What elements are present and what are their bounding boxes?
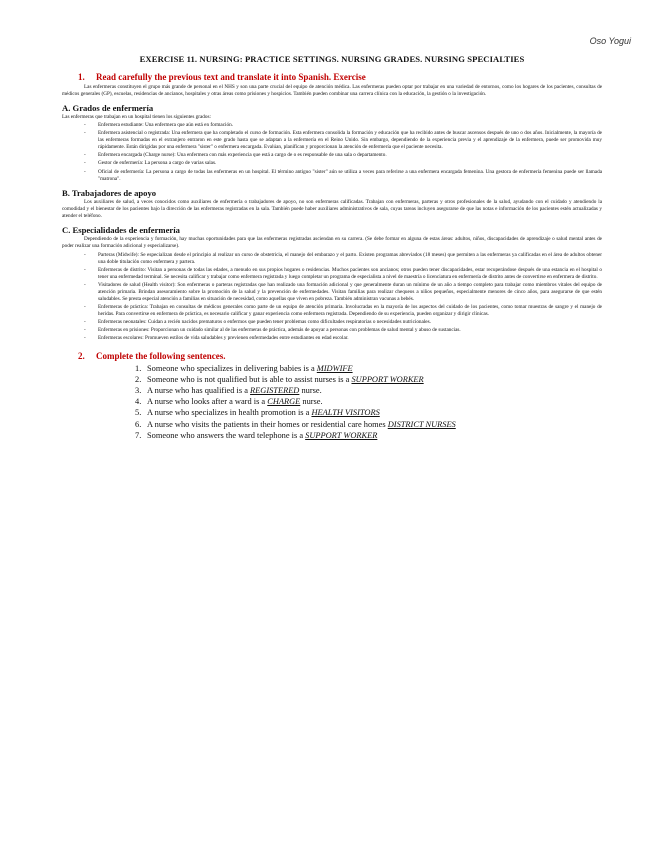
sentence-answer: SUPPORT WORKER — [351, 374, 424, 384]
section-b-paragraph: Los auxiliares de salud, a veces conocidos como auxiliares de enfermería o trabajadores de apoyo, no son enfermeras calificadas. Trabajan con enfermeras, parteras y otros profesionales de la salud, ayudando con el cuidado y atendiendo la comodidad y el bienestar de los pacientes bajo la dirección de las enfermeras registradas en la sala. También puede haber auxiliares administrativos de sala, cuyas tareas incluyen asegurarse de que las notas e información de los pacientes estén actualizadas y atender el teléfono. — [62, 198, 602, 219]
sentence-item — [135, 363, 602, 374]
sentence-answer: REGISTERED — [250, 385, 300, 395]
sentence-number: 3. — [135, 385, 142, 395]
task1-heading-text: Read carefully the previous text and translate it into Spanish. Exercise — [96, 72, 366, 82]
sentence-tail: nurse. — [300, 397, 323, 407]
sentence-item — [135, 396, 602, 407]
list-item: - Enfermeras neonatales: Cuidan a recién nacidos prematuros o enfermos que pueden tener problemas como dificultades respiratorias o necesidades nutricionales. — [84, 319, 602, 326]
section-a-heading: A. Grados de enfermería — [62, 103, 154, 114]
task2-number: 2. — [78, 350, 85, 361]
list-item: - Enfermera estudiante: Una enfermera que aún está en formación. — [84, 122, 602, 129]
sentence-text: A nurse who looks after a ward is a — [147, 397, 268, 407]
sentence-item — [135, 374, 602, 385]
document-body — [62, 70, 602, 441]
sentence-list — [135, 363, 602, 441]
section-c-heading: C. Especialidades de enfermería — [62, 224, 180, 235]
list-item: - Gestor de enfermería: La persona a cargo de varias salas. — [84, 160, 602, 167]
task1-heading — [78, 74, 602, 81]
sentence-number: 6. — [135, 419, 142, 429]
task1-number: 1. — [78, 72, 85, 82]
section-c-list — [84, 252, 602, 343]
sentence-text: Someone who is not qualified but is able to assist nurses is a — [147, 374, 352, 384]
section-c-paragraph: Dependiendo de la experiencia y formación, hay muchas oportunidades para que las enfermeras registradas asciendan en su carrera. (Se debe formar en alguna de estas áreas: adultos, niños, discapacidades de aprendizaje o salud mental antes de poder realizar una formación adicional y especializarse). — [62, 235, 602, 249]
author-name: Oso Yogui — [589, 36, 631, 46]
sentence-item — [135, 419, 602, 430]
sentence-text: Someone who answers the ward telephone is a — [147, 430, 306, 440]
sentence-item — [135, 385, 602, 396]
sentence-text: A nurse who has qualified is a — [147, 385, 251, 395]
sentence-number: 7. — [135, 430, 142, 440]
sentence-answer: SUPPORT WORKER — [305, 430, 378, 440]
sentence-item — [135, 430, 602, 441]
list-item: - Enfermeras de práctica: Trabajan en consultas de médicos generales como parte de un equipo de atención primaria. Involucradas en la mayoría de los aspectos del cuidado de los pacientes, como tomar muestras de sangre y el manejo de heridas. Para convertirse en enfermera de práctica, es necesario calificar y ganar experiencia como enfermera registrada. Dependiendo de su experiencia, pueden organizar y dirigir clínicas. — [84, 304, 602, 318]
sentence-tail: nurse. — [299, 385, 322, 395]
sentence-text: A nurse who visits the patients in their homes or residential care homes — [147, 419, 388, 429]
list-item: - Visitadores de salud (Health visitor): Son enfermeras o parteras registradas que han realizado una formación adicional y que generalmente duran un mínimo de un año a tiempo completo para trabajar como miembros vitales del equipo de atención primaria. Brindan asesoramiento sobre la promoción de la salud y la prevención de enfermedades. Visitan familias para realizar chequeos a niños pequeños, especialmente menores de cinco años, para asegurarse de que estén saludables. Se presta especial atención a familias en situación de necesidad, como aquellas que viven en pobreza. También administran vacunas a bebés. — [84, 282, 602, 303]
list-item: - Oficial de enfermería: La persona a cargo de todas las enfermeras en un hospital. El término antiguo "sister" aún se utiliza a veces para referirse a una enfermera encargada femenina. Una gestora de enfermería femenina puede ser llamada "matrona". — [84, 169, 602, 183]
task2-heading-text: Complete the following sentences. — [96, 350, 226, 361]
sentence-number: 5. — [135, 408, 142, 418]
intro-paragraph: Las enfermeras constituyen el grupo más grande de personal en el NHS y son una parte crucial del equipo de atención médica. Las enfermeras pueden optar por trabajar en una variedad de entornos, como los hogares de los pacientes, consultas de médicos generales (GP), escuelas, residencias de ancianos, hospitales y otras áreas como prisiones y hospicios. También pueden combinar una carrera clínica con la educación, la gestión o la investigación. — [62, 84, 602, 98]
list-item: - Parteras (Midwife): Se especializan desde el principio al realizar un curso de obstetricia, el manejo del embarazo y el parto. Existen programas abreviados (18 meses) que permiten a las enfermeras ya calificadas en el área de adultos obtener una doble titulación como enfermera y partera. — [84, 252, 602, 266]
page-title: EXERCISE 11. NURSING: PRACTICE SETTINGS. NURSING GRADES. NURSING SPECIALTIES — [139, 54, 525, 64]
section-a-intro: Las enfermeras que trabajan en un hospital tienen los siguientes grados: — [62, 114, 211, 121]
list-item: - Enfermeras escolares: Promueven estilos de vida saludables y previenen enfermedades entre estudiantes en edad escolar. — [84, 335, 602, 342]
sentence-number: 2. — [135, 374, 142, 384]
sentence-text: Someone who specializes in delivering babies is a — [147, 363, 317, 373]
list-item: - Enfermera asistencial o registrada: Una enfermera que ha completado el curso de formación. Esta enfermera consolida la formación y educación que ha recibido antes de buscar ascensos después de uno o dos años. Inicialmente, la mayoría de las enfermeras formadas en el extranjero entraron en este grado hasta que se adaptan a la enfermería en el Reino Unido. Sin embargo, dependiendo de la experiencia previa y el aprendizaje de la enfermera, puede ser promovida muy rápidamente. Están dirigidas por una enfermera "sister" o enfermera encargada. Evalúan, planifican y proporcionan la atención de enfermería que el paciente necesita. — [84, 130, 602, 151]
sentence-answer: CHARGE — [267, 397, 301, 407]
sentence-item — [135, 407, 602, 418]
section-a-list — [84, 122, 602, 182]
sentence-number: 1. — [135, 363, 142, 373]
sentence-answer: MIDWIFE — [316, 363, 353, 373]
sentence-text: A nurse who specializes in health promotion is a — [147, 408, 312, 418]
list-item: - Enfermeras de distrito: Visitan a personas de todas las edades, a menudo en sus propios hogares o residencias. Muchos pacientes son ancianos; otros pueden tener discapacidades, estar recuperándose después de una estancia en el hospital o tener una enfermedad terminal. Se necesita calificar y trabajar como enfermera registrada y luego completar un programa de especialista a nivel de maestría o licenciatura en enfermería de distrito antes de convertirse en enfermera de distrito. — [84, 267, 602, 281]
list-item: - Enfermera encargada (Charge nurse): Una enfermera con más experiencia que está a cargo de o es responsable de una sala o departamento. — [84, 152, 602, 159]
sentence-answer: HEALTH VISITORS — [311, 408, 380, 418]
task2-heading — [78, 350, 602, 361]
section-b-heading: B. Trabajadores de apoyo — [62, 187, 157, 198]
list-item: - Enfermeras en prisiones: Proporcionan un cuidado similar al de las enfermeras de práctica, además de apoyar a personas con problemas de salud mental y abuso de sustancias. — [84, 327, 602, 334]
sentence-answer: DISTRICT NURSES — [387, 419, 456, 429]
sentence-number: 4. — [135, 397, 142, 407]
